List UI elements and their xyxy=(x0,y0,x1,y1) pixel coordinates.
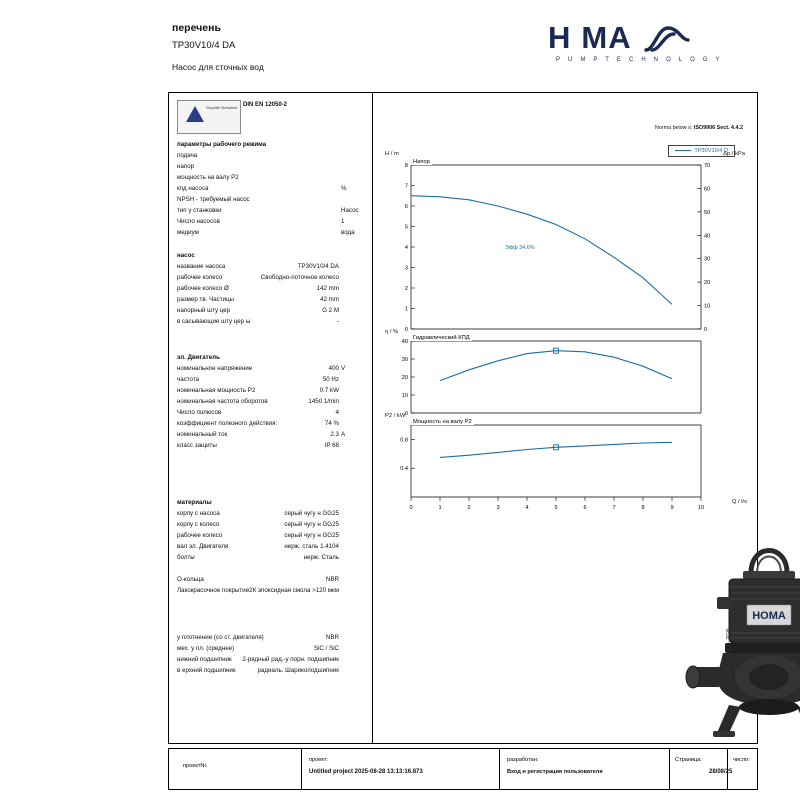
spec-key: название насоса xyxy=(177,263,226,270)
svg-text:30: 30 xyxy=(401,357,408,363)
svg-text:10: 10 xyxy=(704,303,711,310)
spec-key: размер тв. Частицы xyxy=(177,296,235,303)
din-standard-label: DIN EN 12050-2 xyxy=(243,102,288,108)
svg-text:5: 5 xyxy=(554,505,558,511)
spec-unit: 1 xyxy=(341,218,345,225)
logo-text-h: H xyxy=(548,20,572,55)
spec-key: рабочее колесо Ø xyxy=(177,285,229,292)
footer-divider-1 xyxy=(301,749,302,789)
logo-text-ma: MA xyxy=(581,20,632,55)
svg-text:3: 3 xyxy=(496,505,500,511)
spec-value: 42 mm xyxy=(320,296,339,303)
gs-badge-label: Geprüfte Sicherheit xyxy=(206,106,237,110)
gs-safety-badge xyxy=(177,100,241,134)
spec-key: у плотнение (со ст. двигателя) xyxy=(177,634,264,641)
spec-value: TP30V10/4 DA xyxy=(297,263,339,270)
triangle-icon xyxy=(186,106,204,122)
svg-text:5: 5 xyxy=(404,224,408,231)
svg-text:2: 2 xyxy=(467,505,471,511)
charts-column xyxy=(373,93,786,743)
svg-text:10: 10 xyxy=(697,505,705,511)
svg-text:70: 70 xyxy=(704,163,711,169)
pump-subtitle: Насос для сточных вод xyxy=(172,62,264,72)
performance-charts xyxy=(383,148,747,531)
spec-unit: вода xyxy=(341,229,355,236)
section-materials-title: материалы xyxy=(177,499,212,506)
pump-model: TP30V10/4 DA xyxy=(172,40,236,51)
footer-divider-2 xyxy=(499,749,500,789)
svg-text:8: 8 xyxy=(641,505,645,511)
page-label: Страница: xyxy=(675,757,702,763)
spec-key: Число полюсов xyxy=(177,409,222,416)
spec-key: подача xyxy=(177,152,198,159)
section-motor-title: эл. Двигатель xyxy=(177,354,220,361)
svg-text:0.8: 0.8 xyxy=(400,437,408,444)
specs-column xyxy=(169,93,372,743)
spec-value: 142 mm xyxy=(316,285,339,292)
svg-text:HOMA: HOMA xyxy=(752,610,786,622)
spec-value: 2.3 xyxy=(330,431,339,438)
spec-key: мощность на валу P2 xyxy=(177,174,239,181)
spec-key: рабочее колесо xyxy=(177,532,223,539)
spec-key: медиум xyxy=(177,229,199,236)
spec-value: 50 Hz xyxy=(322,376,339,383)
svg-text:9: 9 xyxy=(670,505,674,511)
spec-key: Число насосов xyxy=(177,218,220,225)
efficiency-annotation: Эфф 34.6% xyxy=(505,245,535,251)
spec-key: напорный шту цер xyxy=(177,307,231,314)
axis-label-head-left: H / m xyxy=(385,151,399,157)
spec-value: Свободно-поточное колесо xyxy=(260,274,339,281)
logo-tagline: P U M P T E C H N O L O G Y xyxy=(556,57,723,63)
spec-value: G 2 M xyxy=(322,307,339,314)
spec-value: 400 xyxy=(328,365,339,372)
spec-key: болты xyxy=(177,554,195,561)
spec-value: 1450 1/min xyxy=(308,398,339,405)
svg-text:10: 10 xyxy=(401,393,408,399)
spec-value: SiC / SiC xyxy=(313,645,339,652)
spec-value: серый чугу н GG25 xyxy=(284,521,339,528)
spec-key: вал эл. Двигателя xyxy=(177,543,229,550)
axis-label-head-right: Δp / kPa xyxy=(723,151,745,157)
spec-value: 2-рядный рад.-у порн. подшипник xyxy=(242,656,339,663)
svg-text:3: 3 xyxy=(404,265,408,272)
spec-unit: % xyxy=(341,185,347,192)
spec-key: NPSH - требуемый насос xyxy=(177,196,250,203)
spec-key: мех. у пл. (среднее) xyxy=(177,645,235,652)
spec-key: номинальная частота оборотов xyxy=(177,398,268,405)
svg-text:2: 2 xyxy=(404,286,408,292)
pump-illustration xyxy=(577,533,800,743)
legend-line-icon xyxy=(675,150,691,151)
project-no-label: проектNr. xyxy=(183,763,208,769)
spec-key: класс защиты xyxy=(177,442,217,449)
chart-title-power: Мощность на валу P2 xyxy=(413,419,472,425)
spec-key: корпу с насоса xyxy=(177,510,220,517)
page-title: перечень xyxy=(172,22,221,34)
spec-unit: A xyxy=(341,431,346,438)
spec-key: рабочее колесо xyxy=(177,274,223,281)
svg-text:4: 4 xyxy=(404,245,408,251)
spec-value: IP 68 xyxy=(324,442,339,449)
svg-text:20: 20 xyxy=(401,375,408,381)
spec-unit: V xyxy=(341,365,346,372)
svg-text:0: 0 xyxy=(404,411,408,417)
spec-value: - xyxy=(336,318,339,325)
page-header xyxy=(0,0,800,88)
svg-text:50: 50 xyxy=(704,209,711,216)
spec-value: 4 xyxy=(335,409,339,416)
spec-value: серый чугу н GG25 xyxy=(284,532,339,539)
svg-text:4: 4 xyxy=(525,505,529,511)
footer-divider-3 xyxy=(669,749,670,789)
svg-text:1: 1 xyxy=(438,505,442,511)
spec-key: Лакокрасочное покрытие xyxy=(177,587,250,594)
spec-key: нижний подшипник xyxy=(177,656,232,663)
developer-value: Вход и регистрация пользователя xyxy=(507,769,603,775)
svg-text:20: 20 xyxy=(704,280,711,287)
section-pump-title: насос xyxy=(177,252,195,259)
spec-value: радиаль. Шарикоподшипник xyxy=(257,667,339,674)
norm-label: Norma below s: xyxy=(654,125,693,131)
spec-key: корпу с колесо xyxy=(177,521,220,528)
svg-text:40: 40 xyxy=(401,339,408,345)
svg-text:7: 7 xyxy=(404,183,408,190)
date-value: 28/08/25 xyxy=(709,769,733,775)
main-frame xyxy=(168,92,786,744)
spec-value: 0.7 kW xyxy=(319,387,339,394)
spec-key: тип у станковки xyxy=(177,207,222,214)
svg-text:1: 1 xyxy=(404,306,408,313)
footer-table xyxy=(168,748,758,790)
svg-text:60: 60 xyxy=(704,186,711,193)
spec-value: 2К эпоксидная смола >120 мкм xyxy=(249,587,339,594)
homa-logo xyxy=(548,22,748,70)
spec-key: О-кольца xyxy=(177,576,204,583)
project-value: Untitled project 2025-08-28 13:13:16.873 xyxy=(309,769,423,775)
svg-text:8: 8 xyxy=(404,163,408,169)
chart-title-head: Напор xyxy=(413,159,430,165)
chart-title-eff: Гидравлический КПД xyxy=(413,335,470,341)
spec-key: частота xyxy=(177,376,200,383)
chart-svg xyxy=(383,151,743,531)
spec-key: номинальное напряжение xyxy=(177,365,253,372)
spec-value: 74 % xyxy=(324,420,339,427)
spec-key: номинальная мощность P2 xyxy=(177,387,256,394)
axis-label-eff: η / % xyxy=(385,329,399,335)
spec-value: нерж. сталь 1.4104 xyxy=(284,543,339,550)
svg-text:6: 6 xyxy=(583,505,587,511)
svg-text:0: 0 xyxy=(409,505,413,511)
svg-text:0: 0 xyxy=(704,327,708,333)
section-operating-title: параметры рабочего режима xyxy=(177,141,267,148)
spec-key: коэффициент полезного действия: xyxy=(177,420,278,427)
software-version-text: Spaix6 4.35.1 - 2025 xyxy=(726,628,732,676)
svg-text:6: 6 xyxy=(404,204,408,210)
spec-value: нерж. Сталь xyxy=(303,554,339,561)
axis-label-power: P2 / kW xyxy=(385,413,406,419)
spec-value: серый чугу н GG25 xyxy=(284,510,339,517)
axis-label-x: Q / l/s xyxy=(731,499,747,505)
spec-unit: Насос xyxy=(341,207,359,214)
spec-key: в сасывающие шту цер ы xyxy=(177,318,251,325)
developer-label: разработан: xyxy=(507,757,539,763)
spec-key: кпд насоса xyxy=(177,185,209,192)
spec-value: NBR xyxy=(325,576,339,583)
svg-text:40: 40 xyxy=(704,233,711,240)
svg-text:0.4: 0.4 xyxy=(400,466,408,473)
svg-text:7: 7 xyxy=(612,505,616,511)
logo-swoosh-icon xyxy=(644,24,690,52)
svg-text:30: 30 xyxy=(704,256,711,263)
spec-key: в ерхний подшипник xyxy=(177,667,236,674)
project-label: проект: xyxy=(309,757,328,763)
spec-value: NBR xyxy=(325,634,339,641)
spec-key: номинальный ток xyxy=(177,431,228,438)
legend-label: TP30V10/4 D xyxy=(694,148,728,154)
count-label: число: xyxy=(733,757,750,763)
spec-key: напор xyxy=(177,163,195,170)
norm-value: ISO9906 Sect. 4.4.2 xyxy=(693,125,743,131)
norm-reference xyxy=(655,125,743,131)
din-standard-block xyxy=(177,100,365,134)
svg-text:0: 0 xyxy=(404,327,408,333)
